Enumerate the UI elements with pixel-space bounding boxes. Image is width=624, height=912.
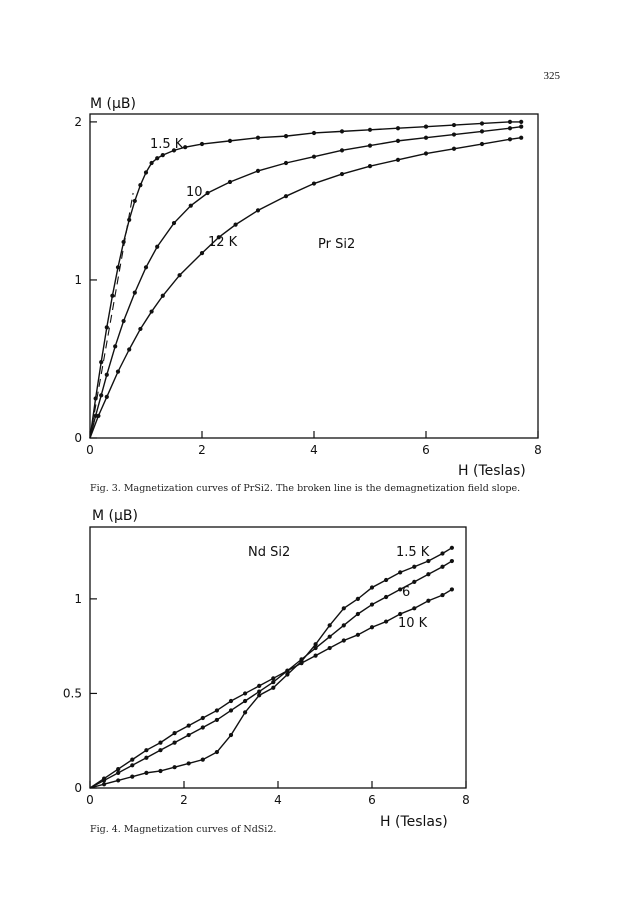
data-point <box>189 204 193 208</box>
data-point <box>396 139 400 143</box>
data-point <box>144 756 148 760</box>
data-point <box>173 741 177 745</box>
data-point <box>426 572 430 576</box>
data-point <box>187 723 191 727</box>
data-point <box>133 199 137 203</box>
data-point <box>161 153 165 157</box>
data-point <box>144 748 148 752</box>
data-point <box>200 251 204 255</box>
x-tick-label: 0 <box>86 443 94 457</box>
data-point <box>299 661 303 665</box>
data-point <box>116 265 120 269</box>
series-label: 10 <box>186 185 203 200</box>
data-point <box>243 710 247 714</box>
data-point <box>130 758 134 762</box>
data-point <box>508 120 512 124</box>
data-point <box>206 191 210 195</box>
data-point <box>122 319 126 323</box>
series-label: 6 <box>402 585 411 600</box>
series-label: 1.5 K <box>150 137 184 152</box>
data-point <box>201 758 205 762</box>
data-point <box>116 771 120 775</box>
data-point <box>102 782 106 786</box>
data-point <box>396 126 400 130</box>
data-point <box>215 718 219 722</box>
data-point <box>228 139 232 143</box>
data-point <box>116 767 120 771</box>
data-point <box>340 129 344 133</box>
data-point <box>161 294 165 298</box>
data-point <box>138 327 142 331</box>
data-point <box>452 147 456 151</box>
x-tick-label: 8 <box>534 443 542 457</box>
data-point <box>127 218 131 222</box>
data-point <box>342 623 346 627</box>
data-point <box>122 240 126 244</box>
data-point <box>356 612 360 616</box>
y-tick-label: 0.5 <box>62 686 82 701</box>
y-tick-label: 0 <box>74 431 82 445</box>
figure-4-caption: Fig. 4. Magnetization curves of NdSi2. <box>90 824 277 835</box>
data-point <box>102 776 106 780</box>
data-point <box>340 172 344 176</box>
data-point <box>328 635 332 639</box>
data-point <box>440 551 444 555</box>
data-point <box>285 672 289 676</box>
data-point <box>340 148 344 152</box>
x-axis-label: H (Teslas) <box>380 814 448 830</box>
data-point <box>257 689 261 693</box>
data-point <box>342 606 346 610</box>
series-line <box>90 122 521 438</box>
plot-frame <box>90 114 538 438</box>
data-point <box>312 181 316 185</box>
data-point <box>215 750 219 754</box>
data-point <box>480 129 484 133</box>
data-point <box>285 669 289 673</box>
data-point <box>396 158 400 162</box>
data-point <box>256 169 260 173</box>
data-point <box>480 142 484 146</box>
series-label: 12 K <box>208 235 238 250</box>
data-point <box>158 769 162 773</box>
x-tick-label: 4 <box>274 793 282 807</box>
data-point <box>452 123 456 127</box>
x-tick-label: 6 <box>368 793 376 807</box>
data-point <box>187 733 191 737</box>
data-point <box>150 309 154 313</box>
data-point <box>138 183 142 187</box>
x-axis-label: H (Teslas) <box>458 463 526 479</box>
y-tick-label: 2 <box>74 114 82 129</box>
data-point <box>384 595 388 599</box>
data-point <box>284 161 288 165</box>
data-point <box>312 131 316 135</box>
data-point <box>384 578 388 582</box>
data-point <box>424 125 428 129</box>
data-point <box>328 646 332 650</box>
y-axis-label: M (μB) <box>92 508 138 524</box>
compound-label: Nd Si2 <box>248 545 291 560</box>
data-point <box>144 265 148 269</box>
data-point <box>384 619 388 623</box>
chart-1 <box>90 114 538 438</box>
data-point <box>257 684 261 688</box>
data-point <box>127 347 131 351</box>
data-point <box>229 733 233 737</box>
data-point <box>424 151 428 155</box>
data-point <box>299 657 303 661</box>
data-point <box>158 741 162 745</box>
data-point <box>113 344 117 348</box>
data-point <box>144 170 148 174</box>
data-point <box>328 623 332 627</box>
data-point <box>155 156 159 160</box>
data-point <box>96 414 100 418</box>
data-point <box>450 559 454 563</box>
series-line <box>90 127 521 438</box>
data-point <box>519 136 523 140</box>
data-point <box>440 593 444 597</box>
data-point <box>450 546 454 550</box>
data-point <box>314 654 318 658</box>
data-point <box>130 775 134 779</box>
y-axis-label: M (μB) <box>90 96 136 112</box>
data-point <box>412 565 416 569</box>
x-tick-label: 0 <box>86 793 94 807</box>
figure-3-caption: Fig. 3. Magnetization curves of PrSi2. The broken line is the demagnetization field slope. <box>90 483 521 494</box>
data-point <box>519 120 523 124</box>
data-point <box>368 128 372 132</box>
data-point <box>424 136 428 140</box>
data-point <box>271 676 275 680</box>
data-point <box>105 373 109 377</box>
data-point <box>398 570 402 574</box>
data-point <box>312 155 316 159</box>
data-point <box>99 393 103 397</box>
data-point <box>130 763 134 767</box>
data-point <box>342 638 346 642</box>
data-point <box>178 273 182 277</box>
data-point <box>200 142 204 146</box>
data-point <box>105 325 109 329</box>
data-point <box>144 771 148 775</box>
data-point <box>480 121 484 125</box>
data-point <box>356 633 360 637</box>
data-point <box>116 778 120 782</box>
data-point <box>158 748 162 752</box>
series-line <box>90 561 452 788</box>
data-point <box>519 125 523 129</box>
data-point <box>271 686 275 690</box>
compound-label: Pr Si2 <box>318 237 356 252</box>
data-point <box>201 716 205 720</box>
data-point <box>256 136 260 140</box>
data-point <box>412 580 416 584</box>
data-point <box>133 290 137 294</box>
x-tick-label: 6 <box>422 443 430 457</box>
page-number: 325 <box>543 70 560 82</box>
data-point <box>228 180 232 184</box>
data-point <box>116 370 120 374</box>
y-tick-label: 1 <box>74 272 82 287</box>
data-point <box>229 708 233 712</box>
data-point <box>452 132 456 136</box>
data-point <box>243 691 247 695</box>
data-point <box>172 221 176 225</box>
data-point <box>234 223 238 227</box>
data-point <box>370 602 374 606</box>
data-point <box>450 587 454 591</box>
data-point <box>508 137 512 141</box>
data-point <box>173 731 177 735</box>
data-point <box>412 606 416 610</box>
y-tick-label: 1 <box>74 591 82 606</box>
chart-2 <box>90 527 466 788</box>
data-point <box>105 395 109 399</box>
data-point <box>508 126 512 130</box>
data-point <box>356 597 360 601</box>
data-point <box>187 761 191 765</box>
data-point <box>440 565 444 569</box>
series-label: 1.5 K <box>396 545 430 560</box>
data-point <box>229 699 233 703</box>
data-point <box>368 164 372 168</box>
data-point <box>314 642 318 646</box>
data-point <box>426 599 430 603</box>
data-point <box>284 194 288 198</box>
data-point <box>110 294 114 298</box>
data-point <box>215 708 219 712</box>
data-point <box>256 208 260 212</box>
data-point <box>183 145 187 149</box>
x-tick-label: 2 <box>198 443 206 457</box>
x-tick-label: 4 <box>310 443 318 457</box>
data-point <box>94 396 98 400</box>
data-point <box>243 699 247 703</box>
data-point <box>284 134 288 138</box>
x-tick-label: 2 <box>180 793 188 807</box>
data-point <box>257 693 261 697</box>
data-point <box>314 646 318 650</box>
data-point <box>173 765 177 769</box>
data-point <box>155 245 159 249</box>
series-line <box>90 138 521 438</box>
data-point <box>150 161 154 165</box>
data-point <box>271 680 275 684</box>
x-tick-label: 8 <box>462 793 470 807</box>
series-label: 10 K <box>398 616 428 631</box>
data-point <box>368 144 372 148</box>
data-point <box>370 585 374 589</box>
data-point <box>201 725 205 729</box>
y-tick-label: 0 <box>74 781 82 795</box>
data-point <box>370 625 374 629</box>
data-point <box>99 360 103 364</box>
